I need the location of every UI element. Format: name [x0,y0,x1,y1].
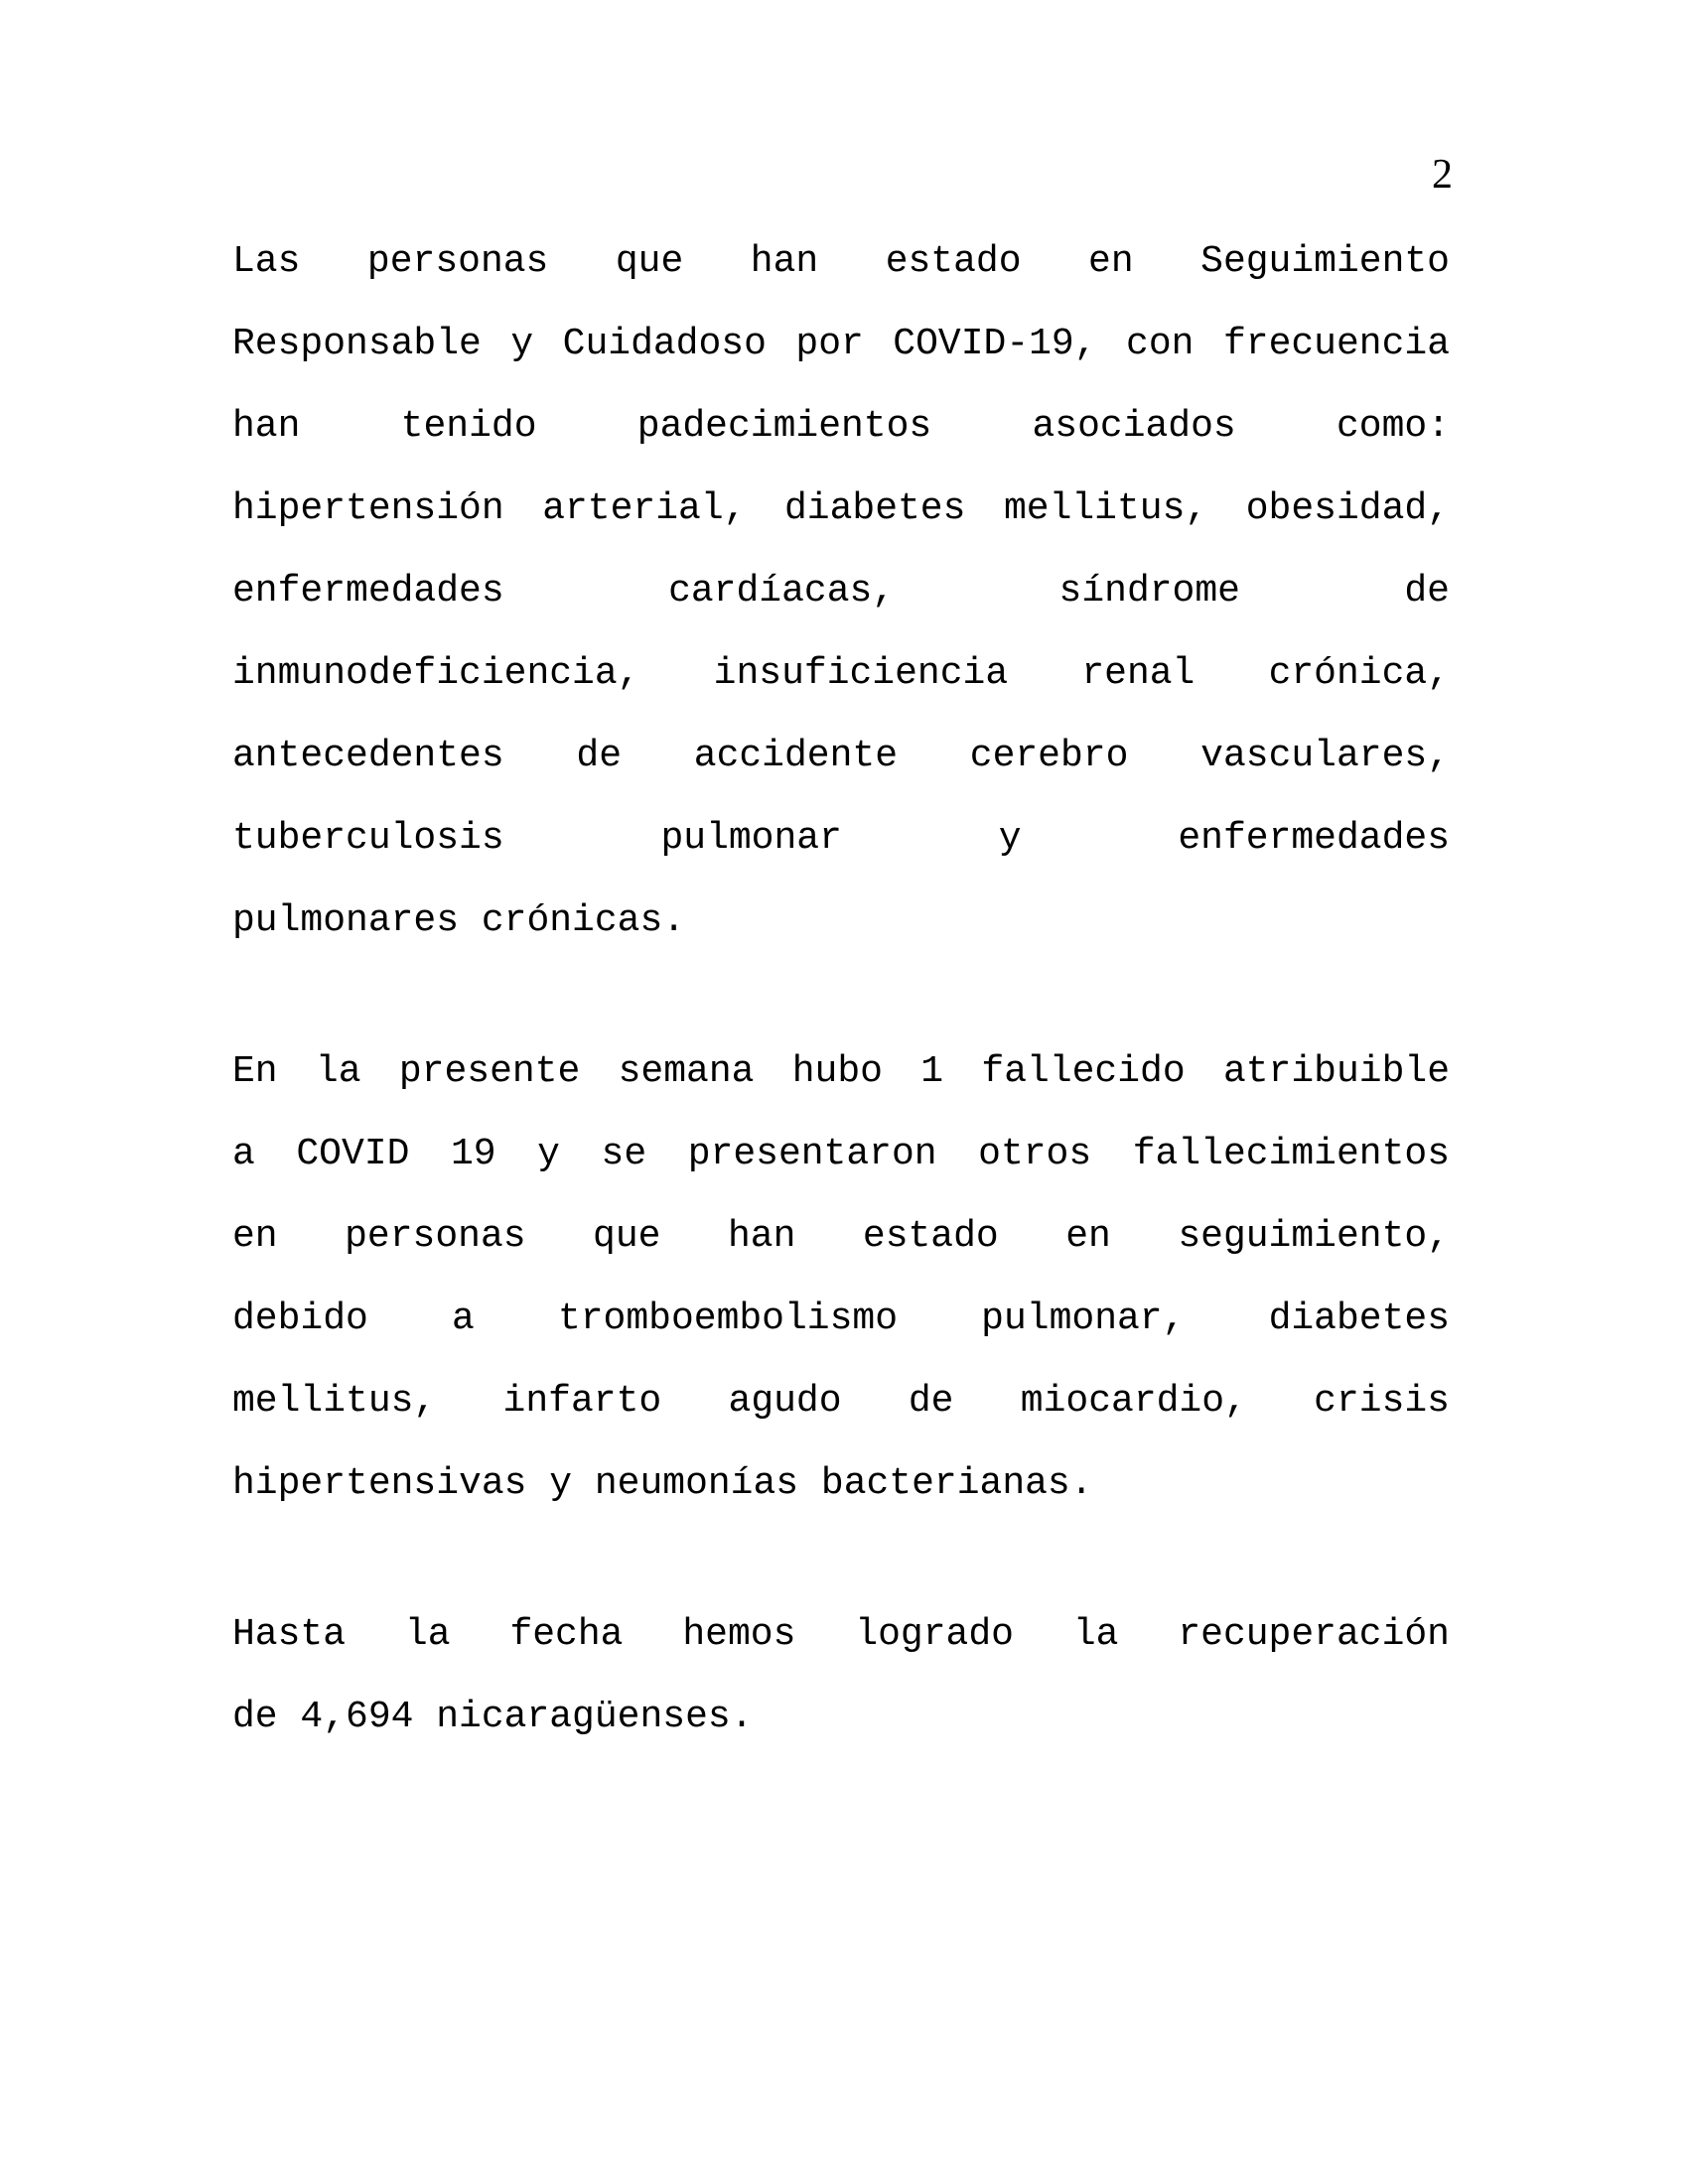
paragraph-comorbidities [232,220,1450,962]
text-line: pulmonares crónicas. [232,899,686,942]
text-line: mellitus, infarto agudo de miocardio, crisis [232,1380,1450,1423]
text-line: en personas que han estado en seguimiento, [232,1215,1450,1258]
text-line: hipertensión arterial, diabetes mellitus, obesidad, [232,487,1450,530]
paragraph-recoveries [232,1593,1450,1758]
text-line: debido a tromboembolismo pulmonar, diabetes [232,1297,1450,1340]
paragraph-deaths [232,1030,1450,1525]
text-line: Hasta la fecha hemos logrado la recuperación [232,1613,1450,1656]
text-line: inmunodeficiencia, insuficiencia renal crónica, [232,652,1450,695]
text-line: antecedentes de accidente cerebro vasculares, [232,735,1450,777]
text-line: En la presente semana hubo 1 fallecido atribuible [232,1050,1450,1093]
text-line: hipertensivas y neumonías bacterianas. [232,1462,1093,1505]
text-line: enfermedades cardíacas, síndrome de [232,570,1450,613]
text-line: Responsable y Cuidadoso por COVID-19, con frecuencia [232,323,1450,365]
text-line: de 4,694 nicaragüenses. [232,1696,754,1738]
text-line: Las personas que han estado en Seguimiento [232,240,1450,283]
text-line: a COVID 19 y se presentaron otros fallecimientos [232,1133,1450,1175]
text-line: han tenido padecimientos asociados como: [232,405,1450,448]
text-line: tuberculosis pulmonar y enfermedades [232,817,1450,860]
page-number: 2 [1432,152,1453,198]
document-body [232,220,1450,1827]
